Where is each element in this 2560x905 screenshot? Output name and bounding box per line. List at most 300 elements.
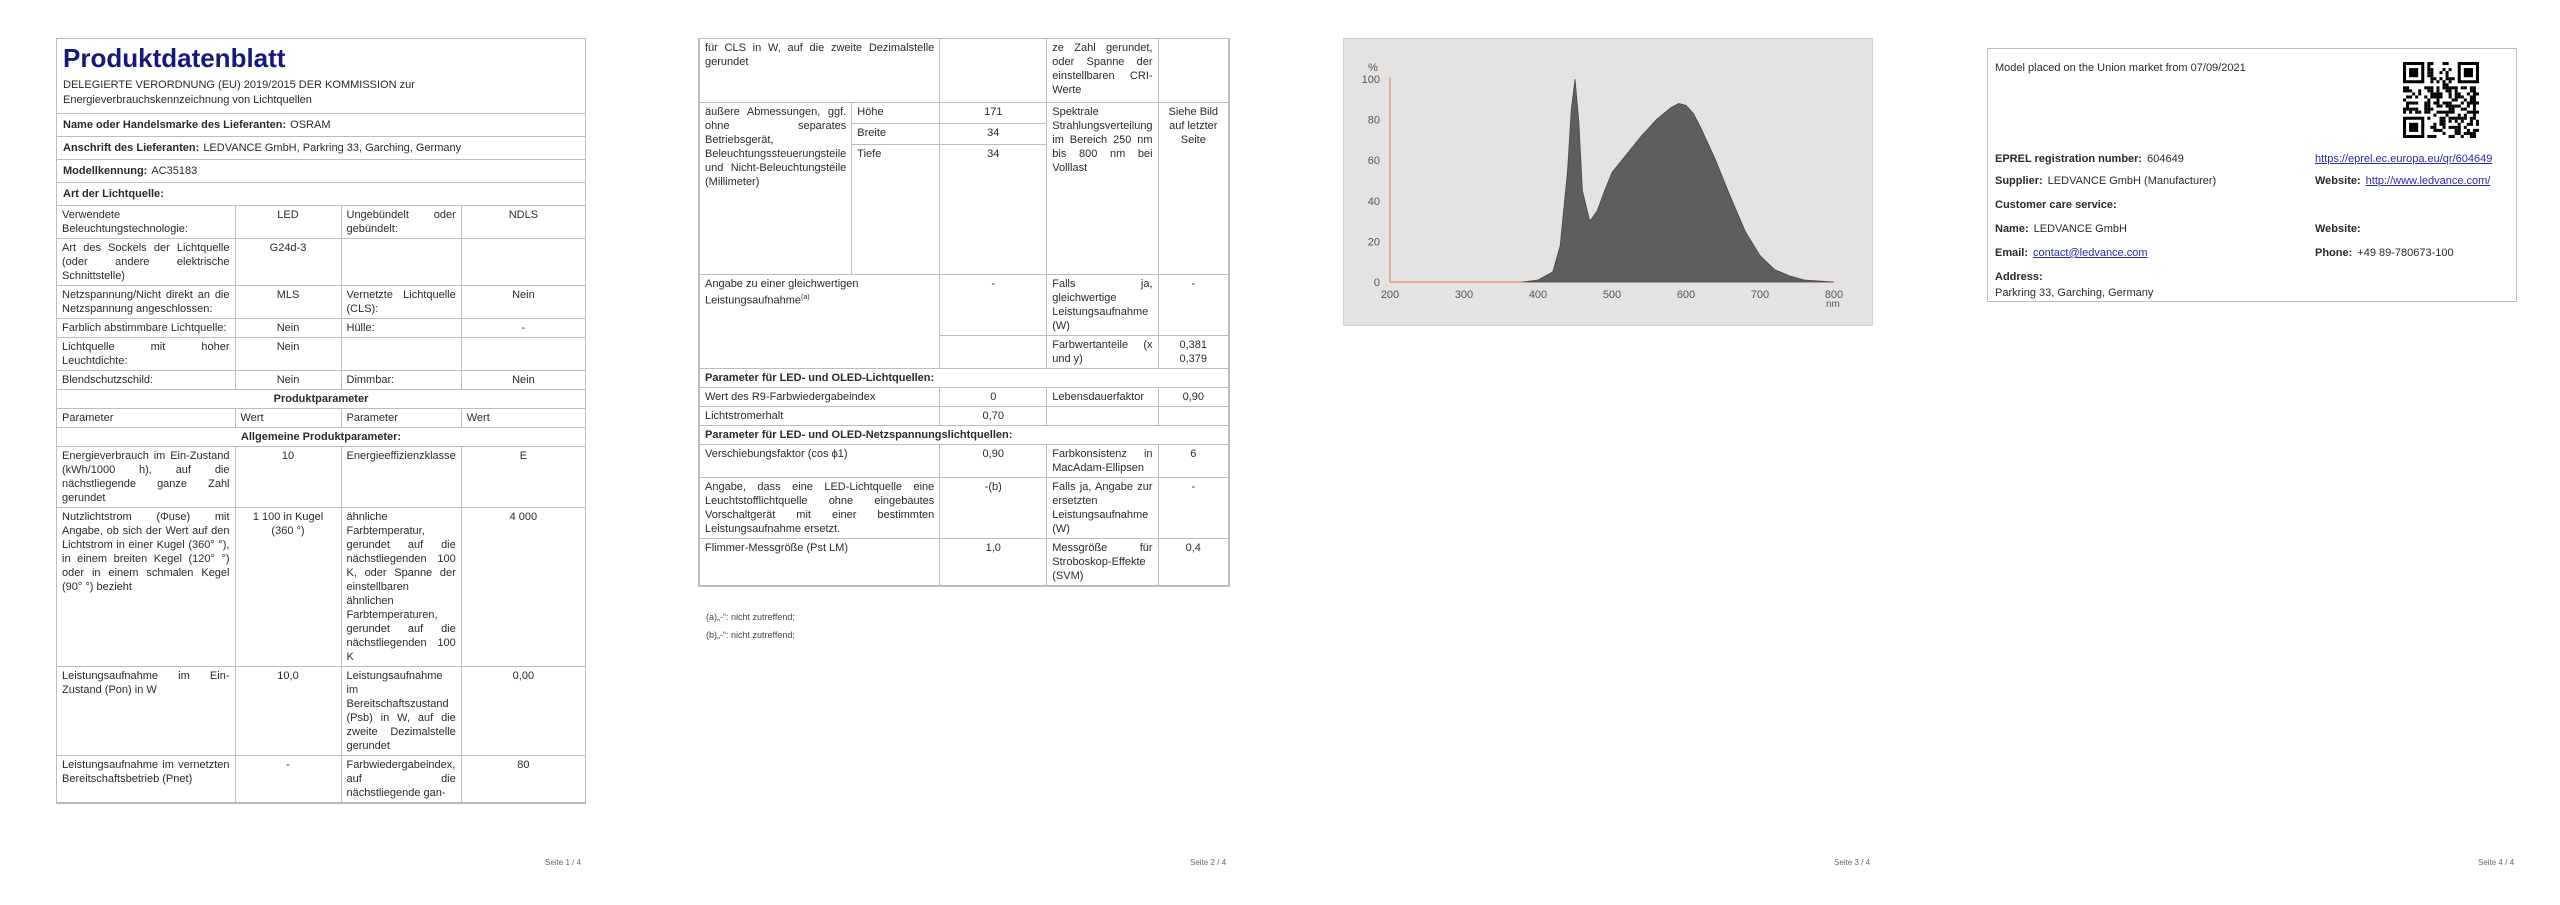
website2-row (2315, 223, 2366, 235)
product-datasheet-continued (698, 38, 1230, 587)
phone-value: +49 89-780673-100 (2357, 247, 2454, 259)
qr-module (2473, 98, 2476, 101)
y-tick-label: 0 (1373, 277, 1380, 289)
led-heading: Parameter für LED- und OLED-Lichtquellen: (700, 369, 1229, 388)
table-cell: Flimmer-Messgröße (Pst LM) (700, 539, 940, 586)
y-tick-label: 80 (1367, 114, 1380, 127)
qr-module (2470, 95, 2473, 98)
dim-name: Tiefe (852, 145, 940, 275)
table-cell: - (1158, 478, 1228, 539)
qr-module (2467, 129, 2470, 132)
qr-module (2458, 95, 2461, 98)
qr-module (2458, 114, 2461, 117)
model-row (57, 160, 585, 183)
qr-module (2433, 126, 2436, 129)
x-tick-label: 200 (1380, 289, 1400, 301)
qr-module (2455, 98, 2458, 101)
table-cell: E (461, 447, 585, 508)
regulation-subtitle: DELEGIERTE VERORDNUNG (EU) 2019/2015 DER KOMMISSION zur Energieverbrauchskennzeichnung von Lichtquellen (57, 76, 585, 114)
dim-value: 34 (940, 124, 1047, 145)
qr-module (2433, 102, 2436, 105)
qr-module (2452, 108, 2455, 111)
table-row (700, 103, 1229, 124)
qr-module (2409, 89, 2412, 92)
qr-module (2433, 114, 2436, 117)
table-cell: G24d-3 (235, 239, 341, 286)
qr-module (2430, 95, 2433, 98)
qr-module (2449, 126, 2452, 129)
general-heading-row (57, 428, 585, 447)
table-cell: Blendschutzschild: (57, 371, 235, 390)
qr-module (2449, 77, 2452, 80)
table-cell: Energieeffizienzklasse (341, 447, 461, 508)
qr-module (2433, 123, 2436, 126)
qr-module (2452, 117, 2455, 120)
qr-module (2430, 74, 2433, 77)
table-cell: -(b) (940, 478, 1047, 539)
supplier-label: Supplier: (1995, 175, 2043, 187)
footnote-b: (b)„-“: nicht zutreffend; (706, 630, 795, 640)
table-cell: Lichtstromerhalt (700, 407, 940, 426)
qr-module (2427, 108, 2430, 111)
qr-module (2443, 123, 2446, 126)
eprel-row (1995, 153, 2184, 165)
page-number: Seite 1 / 4 (545, 858, 582, 867)
qr-module (2424, 102, 2427, 105)
qr-module (2458, 132, 2461, 135)
table-cell: 0,90 (1158, 388, 1228, 407)
qr-module (2427, 68, 2430, 71)
qr-module (2436, 89, 2439, 92)
qr-module (2418, 92, 2421, 95)
table-row (700, 369, 1229, 388)
qr-module (2470, 120, 2473, 123)
qr-module (2439, 92, 2442, 95)
qr-module (2458, 126, 2461, 129)
table-cell: Lebensdauerfaktor (1047, 388, 1158, 407)
qr-module (2406, 102, 2409, 105)
table-row (700, 426, 1229, 445)
table-cell: ähnliche Farbtemperatur, gerundet auf die nächstliegenden 100 K, oder Spanne der einstellbaren ähnlichen Farbtemperaturen, gerundet auf die nächstliegenden 100 K (341, 508, 461, 667)
qr-module (2409, 111, 2412, 114)
qr-module (2455, 95, 2458, 98)
qr-module (2403, 98, 2406, 101)
qr-module (2452, 98, 2455, 101)
table-cell: 6 (1158, 445, 1228, 478)
email-link[interactable]: contact@ledvance.com (2033, 247, 2148, 259)
qr-module (2443, 86, 2446, 89)
qr-module (2424, 111, 2427, 114)
qr-module (2461, 120, 2464, 123)
qr-module (2436, 98, 2439, 101)
website-link[interactable]: http://www.ledvance.com/ (2365, 175, 2491, 187)
qr-module (2430, 135, 2433, 138)
qr-module (2433, 92, 2436, 95)
qr-module (2461, 86, 2464, 89)
qr-module (2464, 114, 2467, 117)
qr-module (2449, 92, 2452, 95)
qr-module (2403, 86, 2406, 89)
qr-module (2409, 123, 2418, 132)
qr-module (2446, 77, 2449, 80)
qr-module (2403, 89, 2406, 92)
qr-module (2443, 120, 2446, 123)
qr-module (2443, 132, 2446, 135)
qr-module (2443, 62, 2446, 65)
qr-module (2436, 111, 2439, 114)
website-label: Website: (2315, 175, 2361, 187)
table-cell: Verwendete Beleuchtungstechnologie: (57, 206, 235, 239)
table-row (57, 286, 585, 319)
footnote-ref: (a) (801, 294, 810, 301)
qr-module (2470, 86, 2473, 89)
qr-module (2464, 126, 2467, 129)
qr-module (2467, 132, 2470, 135)
table-cell (461, 239, 585, 286)
qr-module (2452, 135, 2455, 138)
dim-name: Höhe (852, 103, 940, 124)
qr-module (2430, 92, 2433, 95)
qr-module (2424, 105, 2427, 108)
qr-module (2473, 86, 2476, 89)
qr-module (2464, 132, 2467, 135)
params-table-continued (699, 38, 1229, 586)
qr-module (2476, 123, 2479, 126)
qr-module (2473, 111, 2476, 114)
qr-module (2430, 68, 2433, 71)
qr-module (2415, 102, 2418, 105)
qr-module (2436, 129, 2439, 132)
qr-module (2415, 108, 2418, 111)
qr-module (2455, 126, 2458, 129)
table-row (57, 756, 585, 803)
table-row (700, 275, 1229, 336)
table-row (57, 338, 585, 371)
qr-module (2439, 77, 2442, 80)
x-tick-label: 300 (1454, 289, 1474, 301)
address-label (1995, 271, 2048, 283)
qr-module (2449, 86, 2452, 89)
table-cell: Nein (235, 319, 341, 338)
qr-code[interactable] (2403, 62, 2479, 138)
qr-module (2455, 86, 2458, 89)
qr-module (2409, 68, 2418, 77)
qr-module (2464, 68, 2473, 77)
table-row (700, 39, 1229, 103)
qr-module (2449, 120, 2452, 123)
qr-module (2449, 95, 2452, 98)
qr-module (2443, 68, 2446, 71)
table-cell: Messgröße für Stroboskop-Effekte (SVM) (1047, 539, 1158, 586)
table-cell: LED (235, 206, 341, 239)
table-cell: Leistungsaufnahme im Ein-Zustand (Pon) in W (57, 667, 235, 756)
table-cell (341, 239, 461, 286)
qr-module (2446, 71, 2449, 74)
customer-care-heading (1995, 199, 2122, 211)
qr-module (2436, 92, 2439, 95)
qr-module (2473, 108, 2476, 111)
qr-module (2427, 102, 2430, 105)
qr-module (2439, 117, 2442, 120)
qr-module (2439, 129, 2442, 132)
qr-module (2455, 92, 2458, 95)
qr-module (2473, 105, 2476, 108)
qr-module (2476, 129, 2479, 132)
table-cell: Wert des R9-Farbwiedergabeindex (700, 388, 940, 407)
qr-module (2430, 126, 2433, 129)
qr-module (2427, 117, 2430, 120)
product-params-heading: Produktparameter (57, 390, 585, 409)
qr-module (2473, 114, 2476, 117)
page-number: Seite 3 / 4 (1834, 858, 1871, 867)
address-row (57, 137, 585, 160)
qr-module (2439, 95, 2442, 98)
qr-module (2464, 86, 2467, 89)
qr-module (2461, 102, 2464, 105)
address-value: Parkring 33, Garching, Germany (1995, 287, 2154, 299)
table-cell: Netzspannung/Nicht direkt an die Netzspannung angeschlossen: (57, 286, 235, 319)
table-cell (461, 338, 585, 371)
table-cell: Farblich abstimmbare Lichtquelle: (57, 319, 235, 338)
qr-module (2452, 105, 2455, 108)
qr-module (2403, 108, 2406, 111)
qr-module (2470, 123, 2473, 126)
qr-module (2473, 92, 2476, 95)
eprel-info-box (1987, 48, 2517, 302)
chroma-value: 0,381 0,379 (1158, 336, 1228, 369)
qr-module (2427, 111, 2430, 114)
table-cell: für CLS in W, auf die zweite Dezimalstelle gerundet (700, 39, 940, 103)
table-cell: 1,0 (940, 539, 1047, 586)
qr-module (2458, 129, 2461, 132)
col-header: Parameter (57, 409, 235, 428)
qr-module (2458, 92, 2461, 95)
table-cell: Nein (461, 286, 585, 319)
y-axis-label: % (1368, 62, 1378, 74)
qr-module (2458, 105, 2461, 108)
qr-module (2409, 102, 2412, 105)
qr-module (2427, 65, 2430, 68)
spectrum-area (1523, 79, 1834, 282)
table-cell: Nutzlichtstrom (Φuse) mit Angabe, ob sich der Wert auf den Lichtstrom in einer Kugel (360° °), in einem breiten Kegel (120° °) oder in einem schmalen Kegel (90° °) bezieht (57, 508, 235, 667)
qr-module (2427, 86, 2430, 89)
table-cell: Nein (461, 371, 585, 390)
table-cell (940, 336, 1047, 369)
qr-module (2412, 92, 2415, 95)
table-cell: - (461, 319, 585, 338)
table-row (57, 239, 585, 286)
qr-module (2470, 117, 2473, 120)
table-cell: Verschiebungsfaktor (cos ϕ1) (700, 445, 940, 478)
qr-module (2436, 102, 2439, 105)
table-cell: 10,0 (235, 667, 341, 756)
qr-module (2439, 111, 2442, 114)
qr-module (2427, 74, 2430, 77)
phone-row (2315, 247, 2454, 259)
table-cell: Vernetzte Lichtquelle (CLS): (341, 286, 461, 319)
address-label: Anschrift des Lieferanten: (63, 142, 200, 154)
qr-module (2424, 95, 2427, 98)
qr-module (2470, 89, 2473, 92)
qr-module (2430, 89, 2433, 92)
table-row (57, 447, 585, 508)
y-tick-label: 100 (1361, 74, 1380, 86)
table-cell: 4 000 (461, 508, 585, 667)
name-value: LEDVANCE GmbH (2033, 223, 2127, 235)
qr-module (2461, 135, 2464, 138)
qr-module (2446, 83, 2449, 86)
qr-module (2424, 108, 2427, 111)
qr-module (2436, 105, 2439, 108)
x-tick-label: 800 (1824, 289, 1844, 301)
qr-module (2415, 95, 2418, 98)
y-tick-label: 40 (1367, 195, 1380, 208)
qr-module (2439, 105, 2442, 108)
table-cell: Dimmbar: (341, 371, 461, 390)
qr-module (2470, 102, 2473, 105)
qr-module (2430, 108, 2433, 111)
table-cell: Nein (235, 371, 341, 390)
qr-module (2455, 129, 2458, 132)
qr-module (2449, 80, 2452, 83)
lightsource-heading: Art der Lichtquelle: (63, 188, 164, 200)
qr-module (2433, 77, 2436, 80)
qr-module (2467, 105, 2470, 108)
qr-module (2409, 95, 2412, 98)
phone-label: Phone: (2315, 247, 2353, 259)
qr-module (2473, 117, 2476, 120)
qr-module (2467, 111, 2470, 114)
qr-module (2412, 108, 2415, 111)
dim-name: Breite (852, 124, 940, 145)
equiv-right-label: Falls ja, gleichwertige Leistungsaufnahme (W) (1047, 275, 1158, 336)
qr-module (2458, 123, 2461, 126)
qr-module (2436, 95, 2439, 98)
qr-module (2427, 105, 2430, 108)
website-row (2315, 175, 2490, 187)
spectral-label: Spektrale Strahlungsverteilung im Bereich 250 nm bis 800 nm bei Volllast (1047, 103, 1158, 275)
qr-module (2467, 102, 2470, 105)
qr-module (2430, 71, 2433, 74)
qr-module (2449, 111, 2452, 114)
qr-module (2418, 111, 2421, 114)
table-cell: Leistungsaufnahme im vernetzten Bereitschaftsbetrieb (Pnet) (57, 756, 235, 803)
table-cell: 0,4 (1158, 539, 1228, 586)
qr-module (2427, 98, 2430, 101)
qr-module (2473, 95, 2476, 98)
qr-module (2461, 108, 2464, 111)
qr-module (2449, 102, 2452, 105)
model-value: AC35183 (151, 165, 198, 177)
table-cell: Hülle: (341, 319, 461, 338)
eprel-label: EPREL registration number: (1995, 153, 2143, 165)
qr-module (2476, 111, 2479, 114)
qr-module (2412, 102, 2415, 105)
qr-module (2467, 92, 2470, 95)
table-row (57, 508, 585, 667)
qr-module (2461, 117, 2464, 120)
table-cell (1158, 39, 1228, 103)
name-label: Name: (1995, 223, 2029, 235)
qr-module (2430, 80, 2433, 83)
qr-module (2449, 117, 2452, 120)
x-tick-label: 500 (1602, 289, 1622, 301)
qr-module (2455, 105, 2458, 108)
table-row (57, 371, 585, 390)
qr-module (2446, 111, 2449, 114)
qr-module (2427, 135, 2430, 138)
qr-module (2470, 135, 2473, 138)
equiv-label (700, 275, 940, 369)
qr-module (2443, 83, 2446, 86)
chroma-label: Farbwertanteile (x und y) (1047, 336, 1158, 369)
email-row (1995, 247, 2148, 259)
eprel-link[interactable]: https://eprel.ec.europa.eu/qr/604649 (2315, 153, 2493, 165)
market-date: Model placed on the Union market from 07/09/2021 (1995, 62, 2246, 74)
table-cell: 0,90 (940, 445, 1047, 478)
qr-module (2473, 89, 2476, 92)
table-row (700, 445, 1229, 478)
email-label: Email: (1995, 247, 2029, 259)
table-cell: Energieverbrauch im Ein-Zustand (kWh/1000 h), auf die nächstliegende ganze Zahl gerundet (57, 447, 235, 508)
col-header: Parameter (341, 409, 461, 428)
qr-module (2415, 111, 2418, 114)
eprel-value: 604649 (2147, 153, 2184, 165)
qr-module (2433, 95, 2436, 98)
table-cell: 0,00 (461, 667, 585, 756)
qr-module (2455, 132, 2458, 135)
table-cell (1047, 407, 1158, 426)
table-row (700, 407, 1229, 426)
table-cell: Ungebündelt oder gebündelt: (341, 206, 461, 239)
qr-module (2464, 108, 2467, 111)
qr-module (2455, 117, 2458, 120)
spectral-distribution-chart (1343, 38, 1873, 326)
qr-module (2455, 120, 2458, 123)
qr-module (2446, 89, 2449, 92)
y-tick-label: 60 (1367, 155, 1380, 168)
qr-module (2446, 74, 2449, 77)
table-cell: 1 100 in Kugel (360 °) (235, 508, 341, 667)
table-row (700, 478, 1229, 539)
qr-module (2476, 120, 2479, 123)
qr-module (2443, 102, 2446, 105)
qr-module (2446, 114, 2449, 117)
table-cell: 10 (235, 447, 341, 508)
qr-module (2427, 89, 2430, 92)
qr-module (2439, 71, 2442, 74)
table-row (700, 539, 1229, 586)
qr-module (2458, 117, 2461, 120)
page-number: Seite 2 / 4 (1190, 858, 1227, 867)
page-1 (0, 0, 640, 905)
qr-module (2418, 89, 2421, 92)
qr-module (2403, 111, 2406, 114)
general-params-heading: Allgemeine Produktparameter: (57, 428, 585, 447)
x-tick-label: 400 (1528, 289, 1548, 301)
qr-module (2464, 117, 2467, 120)
qr-module (2473, 102, 2476, 105)
col-header: Wert (235, 409, 341, 428)
qr-module (2443, 111, 2446, 114)
table-cell: ze Zahl gerundet, oder Spanne der einstellbaren CRI-Werte (1047, 39, 1158, 103)
supplier-row (1995, 175, 2216, 187)
qr-module (2470, 132, 2473, 135)
column-header-row (57, 409, 585, 428)
qr-module (2406, 105, 2409, 108)
qr-module (2461, 95, 2464, 98)
page-title: Produktdatenblatt (63, 43, 286, 73)
